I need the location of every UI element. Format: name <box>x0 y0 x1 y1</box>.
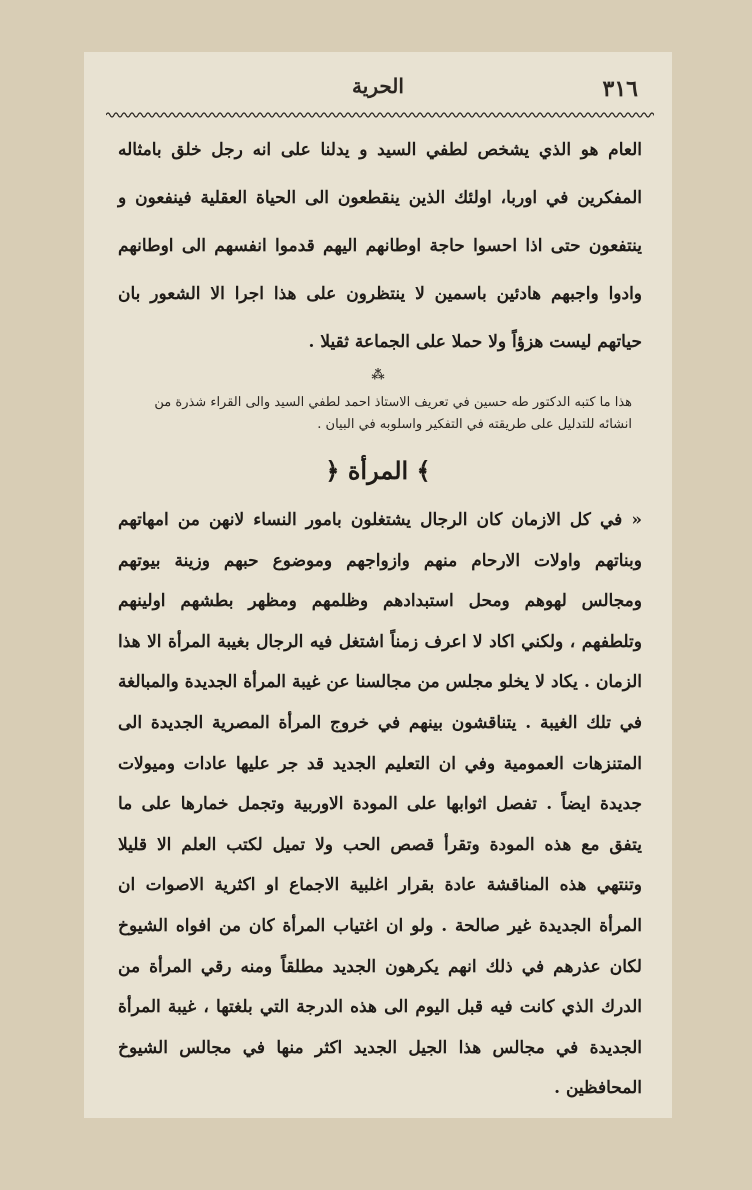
running-title: الحرية <box>352 74 404 98</box>
paragraph-1: العام هو الذي يشخص لطفي السيد و يدلنا على انه رجل خلق بامثاله المفكرين في اوربا، اولئك الذين ينقطعون الى الحياة العقلية فينفعون و ينتفعون حتى اذا احسوا حاجة اوطانهم اليهم قدموا انفسهم الى اوطانهم وادوا واجبهم هادئين باسمين لا ينتظرون على هذا اجرا الا الشعور بان حياتهم ليست هزؤاً ولا حملا على الجماعة ثقيلا . <box>118 140 642 352</box>
page-number: ٣١٦ <box>602 76 638 102</box>
section-title: ﴿ المرأة ﴾ <box>325 456 431 485</box>
page-header <box>84 74 672 114</box>
book-page <box>84 52 672 1118</box>
paragraph-2: « في كل الازمان كان الرجال يشتغلون بامور النساء لانهن من امهاتهم وبناتهم واولات الارحام منهم وازواجهم وموضوع حبهم وزينة بيوتهم ومجالس لهوهم ومحل استبدادهم وظلمهم ومظهر بطشهم اولينهم وتلطفهم ، ولكني اكاد لا اعرف زمناً اشتغل فيه الرجال بغيبة المرأة الا هذا الزمان . يكاد لا يخلو مجلس من مجالسنا عن غيبة المرأة الجديدة والمبالغة في تلك الغيبة . يتناقشون بينهم في خروج المرأة المصرية الجديدة الى المتنزهات العمومية وفي ان التعليم الجديد قد جر عليها عادات وميولات جديدة ايضاً . تفصل اثوابها على المودة الاوربية وتجمل خمارها على ما يتفق مع هذه المودة وتقرأ قصص الحب ولا تميل لكتب العلم الا قليلا وتنتهي هذه المناقشة عادة بقرار اغلبية الاجماع او اكثرية الاصوات ان المرأة الجديدة غير صالحة . ولو ان اغتياب المرأة كان من افواه الشيوخ لكان عذرهم في ذلك انهم يكرهون الجديد مطلقاً ومنه رقي المرأة من الدرك الذي كانت فيه قبل اليوم الى هذه الدرجة التي بلغتها ، غيبة المرأة الجديدة في مجالس هذا الجيل الجديد اكثر منها في مجالس الشيوخ المحافظين . <box>118 510 642 1099</box>
section-separator: ⁂ <box>371 368 385 383</box>
wavy-rule-divider <box>106 110 654 120</box>
editor-note: هذا ما كتبه الدكتور طه حسين في تعريف الاستاذ احمد لطفي السيد والى القراء شذرة من انشائه للتدليل على طريقته في التفكير واسلوبه في البيان . <box>154 395 632 432</box>
